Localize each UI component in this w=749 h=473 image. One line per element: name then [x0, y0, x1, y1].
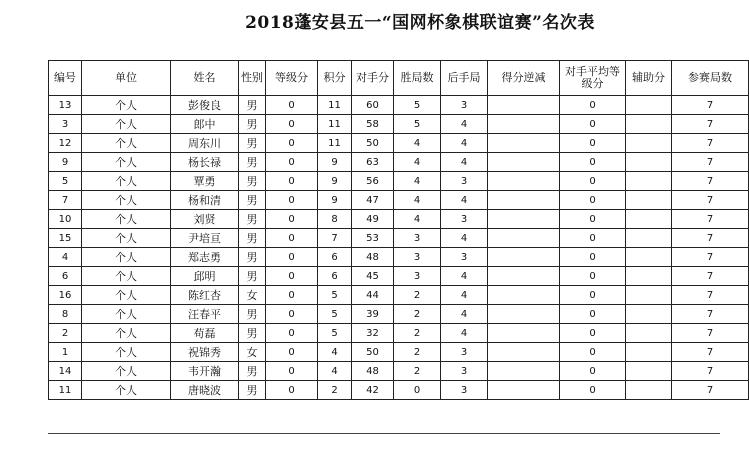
cell-wins: 3	[394, 229, 441, 248]
cell-opponent-avg-rating: 0	[560, 172, 626, 191]
header-cell-unit: 单位	[82, 61, 171, 96]
cell-points: 6	[318, 267, 352, 286]
cell-id: 12	[49, 134, 82, 153]
table-row	[49, 210, 749, 229]
cell-second-move-games: 3	[441, 381, 488, 400]
cell-id: 3	[49, 115, 82, 134]
cell-gender: 男	[239, 324, 266, 343]
cell-opponent-avg-rating: 0	[560, 229, 626, 248]
header-cell-wins: 胜局数	[394, 61, 441, 96]
table-row	[49, 229, 749, 248]
cell-name: 郎中	[171, 115, 239, 134]
cell-wins: 2	[394, 343, 441, 362]
header-cell-opponent-avg-rating: 对手平均等级分	[560, 61, 626, 96]
cell-auxiliary-score	[626, 343, 672, 362]
cell-opponent-score: 60	[352, 96, 394, 115]
cell-name: 周东川	[171, 134, 239, 153]
cell-auxiliary-score	[626, 210, 672, 229]
cell-points: 11	[318, 134, 352, 153]
cell-opponent-avg-rating: 0	[560, 362, 626, 381]
cell-reverse-score	[488, 381, 560, 400]
cell-gender: 女	[239, 286, 266, 305]
cell-auxiliary-score	[626, 191, 672, 210]
cell-id: 8	[49, 305, 82, 324]
cell-reverse-score	[488, 229, 560, 248]
cell-second-move-games: 4	[441, 286, 488, 305]
cell-points: 2	[318, 381, 352, 400]
cell-games-played: 7	[672, 305, 749, 324]
cell-unit: 个人	[82, 172, 171, 191]
table-row	[49, 267, 749, 286]
cell-wins: 2	[394, 305, 441, 324]
cell-auxiliary-score	[626, 286, 672, 305]
cell-unit: 个人	[82, 267, 171, 286]
cell-wins: 4	[394, 210, 441, 229]
cell-points: 11	[318, 115, 352, 134]
cell-opponent-avg-rating: 0	[560, 134, 626, 153]
cell-opponent-avg-rating: 0	[560, 153, 626, 172]
cell-unit: 个人	[82, 381, 171, 400]
cell-opponent-score: 56	[352, 172, 394, 191]
table-row	[49, 248, 749, 267]
cell-reverse-score	[488, 134, 560, 153]
cell-opponent-score: 48	[352, 362, 394, 381]
cell-id: 2	[49, 324, 82, 343]
cell-gender: 女	[239, 343, 266, 362]
cell-second-move-games: 3	[441, 343, 488, 362]
cell-auxiliary-score	[626, 229, 672, 248]
cell-opponent-avg-rating: 0	[560, 96, 626, 115]
cell-opponent-score: 47	[352, 191, 394, 210]
cell-wins: 2	[394, 362, 441, 381]
cell-unit: 个人	[82, 324, 171, 343]
table-row	[49, 115, 749, 134]
cell-id: 14	[49, 362, 82, 381]
cell-opponent-avg-rating: 0	[560, 305, 626, 324]
cell-games-played: 7	[672, 153, 749, 172]
table-row	[49, 134, 749, 153]
cell-reverse-score	[488, 305, 560, 324]
cell-points: 9	[318, 153, 352, 172]
header-cell-second-move-games: 后手局	[441, 61, 488, 96]
cell-rating: 0	[266, 172, 318, 191]
cell-games-played: 7	[672, 248, 749, 267]
cell-opponent-score: 53	[352, 229, 394, 248]
cell-opponent-score: 48	[352, 248, 394, 267]
cell-opponent-score: 50	[352, 134, 394, 153]
cell-points: 4	[318, 362, 352, 381]
cell-points: 5	[318, 305, 352, 324]
table-row	[49, 381, 749, 400]
cell-second-move-games: 4	[441, 134, 488, 153]
cell-wins: 3	[394, 267, 441, 286]
cell-games-played: 7	[672, 286, 749, 305]
cell-games-played: 7	[672, 343, 749, 362]
cell-id: 16	[49, 286, 82, 305]
cell-opponent-score: 63	[352, 153, 394, 172]
cell-unit: 个人	[82, 305, 171, 324]
cell-wins: 4	[394, 134, 441, 153]
cell-name: 杨和清	[171, 191, 239, 210]
table-row	[49, 96, 749, 115]
cell-unit: 个人	[82, 134, 171, 153]
cell-name: 汪春平	[171, 305, 239, 324]
cell-reverse-score	[488, 191, 560, 210]
table-row	[49, 191, 749, 210]
cell-points: 9	[318, 172, 352, 191]
cell-rating: 0	[266, 229, 318, 248]
cell-id: 6	[49, 267, 82, 286]
cell-points: 4	[318, 343, 352, 362]
cell-opponent-score: 50	[352, 343, 394, 362]
cell-reverse-score	[488, 362, 560, 381]
cell-auxiliary-score	[626, 134, 672, 153]
cell-opponent-avg-rating: 0	[560, 248, 626, 267]
cell-wins: 4	[394, 172, 441, 191]
cell-points: 8	[318, 210, 352, 229]
sheet-bottom-divider	[48, 433, 720, 434]
cell-wins: 5	[394, 115, 441, 134]
cell-name: 祝锦秀	[171, 343, 239, 362]
cell-gender: 男	[239, 191, 266, 210]
cell-points: 11	[318, 96, 352, 115]
cell-games-played: 7	[672, 172, 749, 191]
cell-id: 13	[49, 96, 82, 115]
cell-auxiliary-score	[626, 96, 672, 115]
cell-opponent-avg-rating: 0	[560, 191, 626, 210]
cell-points: 5	[318, 286, 352, 305]
cell-games-played: 7	[672, 362, 749, 381]
header-cell-gender: 性别	[239, 61, 266, 96]
cell-second-move-games: 3	[441, 96, 488, 115]
header-cell-reverse-score: 得分逆减	[488, 61, 560, 96]
cell-name: 唐晓波	[171, 381, 239, 400]
cell-rating: 0	[266, 286, 318, 305]
cell-opponent-score: 58	[352, 115, 394, 134]
cell-games-played: 7	[672, 210, 749, 229]
cell-games-played: 7	[672, 115, 749, 134]
cell-games-played: 7	[672, 267, 749, 286]
cell-name: 杨长禄	[171, 153, 239, 172]
header-cell-opponent-score: 对手分	[352, 61, 394, 96]
cell-games-played: 7	[672, 381, 749, 400]
cell-auxiliary-score	[626, 324, 672, 343]
table-row	[49, 343, 749, 362]
cell-opponent-avg-rating: 0	[560, 267, 626, 286]
cell-rating: 0	[266, 324, 318, 343]
cell-gender: 男	[239, 305, 266, 324]
cell-reverse-score	[488, 267, 560, 286]
cell-gender: 男	[239, 172, 266, 191]
cell-reverse-score	[488, 153, 560, 172]
cell-rating: 0	[266, 153, 318, 172]
cell-unit: 个人	[82, 210, 171, 229]
cell-second-move-games: 4	[441, 324, 488, 343]
cell-unit: 个人	[82, 191, 171, 210]
table-row	[49, 172, 749, 191]
cell-opponent-avg-rating: 0	[560, 115, 626, 134]
cell-opponent-score: 42	[352, 381, 394, 400]
cell-gender: 男	[239, 153, 266, 172]
cell-gender: 男	[239, 362, 266, 381]
cell-name: 苟磊	[171, 324, 239, 343]
cell-opponent-avg-rating: 0	[560, 210, 626, 229]
cell-rating: 0	[266, 191, 318, 210]
cell-name: 彭俊良	[171, 96, 239, 115]
cell-rating: 0	[266, 305, 318, 324]
cell-rating: 0	[266, 96, 318, 115]
cell-unit: 个人	[82, 286, 171, 305]
cell-name: 韦开瀚	[171, 362, 239, 381]
header-cell-rating: 等级分	[266, 61, 318, 96]
cell-wins: 4	[394, 153, 441, 172]
ranking-table	[48, 60, 749, 400]
cell-unit: 个人	[82, 343, 171, 362]
cell-name: 陈红杏	[171, 286, 239, 305]
table-row	[49, 305, 749, 324]
cell-rating: 0	[266, 381, 318, 400]
cell-id: 9	[49, 153, 82, 172]
cell-points: 5	[318, 324, 352, 343]
cell-auxiliary-score	[626, 115, 672, 134]
cell-reverse-score	[488, 210, 560, 229]
cell-id: 4	[49, 248, 82, 267]
cell-auxiliary-score	[626, 248, 672, 267]
header-row	[49, 61, 749, 96]
cell-points: 7	[318, 229, 352, 248]
cell-opponent-avg-rating: 0	[560, 324, 626, 343]
page-title: 2018蓬安县五一“国网杯象棋联谊赛”名次表	[245, 13, 595, 33]
cell-id: 11	[49, 381, 82, 400]
cell-gender: 男	[239, 381, 266, 400]
cell-rating: 0	[266, 267, 318, 286]
cell-opponent-score: 44	[352, 286, 394, 305]
cell-reverse-score	[488, 172, 560, 191]
cell-reverse-score	[488, 343, 560, 362]
cell-opponent-avg-rating: 0	[560, 286, 626, 305]
cell-gender: 男	[239, 96, 266, 115]
cell-second-move-games: 3	[441, 210, 488, 229]
cell-second-move-games: 4	[441, 267, 488, 286]
cell-wins: 3	[394, 248, 441, 267]
cell-name: 覃勇	[171, 172, 239, 191]
cell-reverse-score	[488, 324, 560, 343]
cell-name: 刘贤	[171, 210, 239, 229]
cell-gender: 男	[239, 134, 266, 153]
cell-rating: 0	[266, 343, 318, 362]
cell-name: 尹培亘	[171, 229, 239, 248]
cell-points: 6	[318, 248, 352, 267]
cell-opponent-avg-rating: 0	[560, 343, 626, 362]
cell-second-move-games: 4	[441, 153, 488, 172]
cell-second-move-games: 3	[441, 172, 488, 191]
cell-games-played: 7	[672, 96, 749, 115]
cell-second-move-games: 4	[441, 305, 488, 324]
cell-second-move-games: 4	[441, 191, 488, 210]
cell-id: 10	[49, 210, 82, 229]
table-row	[49, 153, 749, 172]
cell-opponent-score: 49	[352, 210, 394, 229]
cell-opponent-score: 45	[352, 267, 394, 286]
cell-games-played: 7	[672, 134, 749, 153]
cell-rating: 0	[266, 210, 318, 229]
cell-rating: 0	[266, 248, 318, 267]
cell-auxiliary-score	[626, 172, 672, 191]
table-row	[49, 362, 749, 381]
table-row	[49, 324, 749, 343]
cell-reverse-score	[488, 286, 560, 305]
cell-unit: 个人	[82, 362, 171, 381]
header-cell-games-played: 参赛局数	[672, 61, 749, 96]
cell-reverse-score	[488, 96, 560, 115]
cell-gender: 男	[239, 267, 266, 286]
cell-opponent-avg-rating: 0	[560, 381, 626, 400]
cell-wins: 2	[394, 324, 441, 343]
cell-games-played: 7	[672, 324, 749, 343]
cell-opponent-score: 39	[352, 305, 394, 324]
cell-unit: 个人	[82, 96, 171, 115]
header-cell-name: 姓名	[171, 61, 239, 96]
cell-rating: 0	[266, 115, 318, 134]
cell-rating: 0	[266, 362, 318, 381]
cell-points: 9	[318, 191, 352, 210]
cell-second-move-games: 4	[441, 229, 488, 248]
cell-games-played: 7	[672, 229, 749, 248]
cell-rating: 0	[266, 134, 318, 153]
cell-reverse-score	[488, 115, 560, 134]
cell-id: 15	[49, 229, 82, 248]
cell-second-move-games: 3	[441, 248, 488, 267]
cell-second-move-games: 3	[441, 362, 488, 381]
cell-auxiliary-score	[626, 381, 672, 400]
cell-wins: 2	[394, 286, 441, 305]
cell-id: 1	[49, 343, 82, 362]
header-cell-id: 编号	[49, 61, 82, 96]
cell-id: 7	[49, 191, 82, 210]
cell-name: 邱明	[171, 267, 239, 286]
cell-opponent-score: 32	[352, 324, 394, 343]
cell-gender: 男	[239, 248, 266, 267]
cell-unit: 个人	[82, 248, 171, 267]
cell-auxiliary-score	[626, 153, 672, 172]
cell-gender: 男	[239, 229, 266, 248]
cell-second-move-games: 4	[441, 115, 488, 134]
table-row	[49, 286, 749, 305]
cell-gender: 男	[239, 115, 266, 134]
cell-unit: 个人	[82, 229, 171, 248]
cell-auxiliary-score	[626, 362, 672, 381]
cell-games-played: 7	[672, 191, 749, 210]
cell-wins: 0	[394, 381, 441, 400]
cell-id: 5	[49, 172, 82, 191]
cell-wins: 4	[394, 191, 441, 210]
cell-unit: 个人	[82, 115, 171, 134]
header-cell-points: 积分	[318, 61, 352, 96]
cell-auxiliary-score	[626, 267, 672, 286]
header-cell-auxiliary-score: 辅助分	[626, 61, 672, 96]
cell-auxiliary-score	[626, 305, 672, 324]
cell-gender: 男	[239, 210, 266, 229]
cell-unit: 个人	[82, 153, 171, 172]
cell-reverse-score	[488, 248, 560, 267]
cell-wins: 5	[394, 96, 441, 115]
cell-name: 郑志勇	[171, 248, 239, 267]
